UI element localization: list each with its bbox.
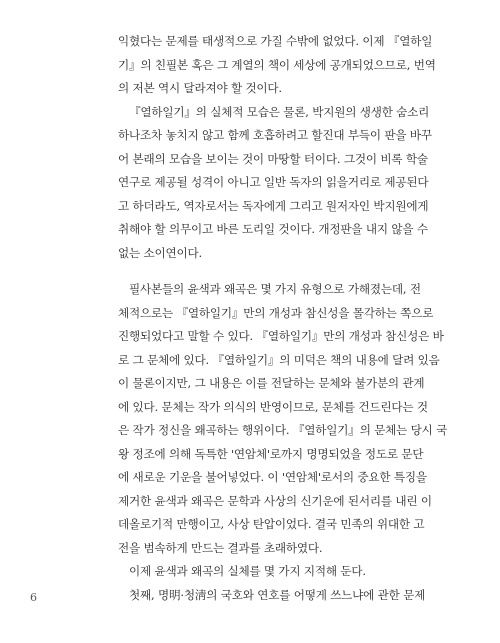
text-line: 에 있다. 문체는 작가 의식의 반영이므로, 문체를 건드린다는 것 <box>118 399 428 414</box>
text-line: 에 새로운 기운을 불어넣었다. 이 '연암체'로서의 중요한 특징을 <box>118 470 427 484</box>
text-line: 체적으로는 『열하일기』만의 개성과 참신성을 몰각하는 쪽으로 <box>118 305 434 320</box>
text-line: 이제 윤색과 왜곡의 실체를 몇 가지 지적해 둔다. <box>129 564 366 578</box>
text-line: 데올로기적 만행이고, 사상 탄압이었다. 결국 민족의 위대한 고 <box>118 517 425 531</box>
text-line: 고 하더라도, 역자로서는 독자에게 그리고 원저자인 박지원에게 <box>118 198 429 213</box>
text-line: 의 저본 역시 달라져야 할 것이다. <box>118 81 282 95</box>
text-line: 제거한 윤색과 왜곡은 문학과 사상의 신기운에 된서리를 내린 이 <box>118 493 432 508</box>
text-line: 연구로 제공될 성격이 아니고 일반 독자의 읽을거리로 제공된다 <box>118 175 429 189</box>
text-line: 취해야 할 의무이고 바른 도리일 것이다. 개정판을 내지 않을 수 <box>118 222 428 236</box>
text-line: 이 물론이지만, 그 내용은 이를 전달하는 문체와 불가분의 관계 <box>118 376 425 390</box>
text-line: 없는 소이연이다. <box>118 245 202 260</box>
text-line: 전을 범속하게 만드는 결과를 초래하였다. <box>118 540 323 555</box>
text-line: 익혔다는 문제를 태생적으로 가질 수밖에 없었다. 이제 『열하일 <box>118 34 433 48</box>
text-line: 로 그 문체에 있다. 『열하일기』의 미덕은 책의 내용에 달려 있음 <box>118 352 440 367</box>
page-number: 6 <box>30 591 37 604</box>
text-line: 왕 정조에 의해 독특한 '연암체'로까지 명명되었을 정도로 문단 <box>118 446 424 461</box>
text-block-1 <box>118 30 436 265</box>
text-line: 기』의 친필본 혹은 그 계열의 책이 세상에 공개되었으므로, 번역 <box>118 57 436 72</box>
text-line: 첫째, 명明·청淸의 국호와 연호를 어떻게 쓰느냐에 관한 문제 <box>129 587 426 602</box>
text-line: 필사본들의 윤색과 왜곡은 몇 가지 유형으로 가해졌는데, 전 <box>129 282 421 296</box>
text-line: 진행되었다고 말할 수 있다. 『열하일기』만의 개성과 참신성은 바 <box>118 329 444 343</box>
text-block-2 <box>118 278 448 607</box>
text-line: 『열하일기』의 실체적 모습은 물론, 박지원의 생생한 숨소리 <box>129 104 430 119</box>
text-line: 은 작가 정신을 왜곡하는 행위이다. 『열하일기』의 문체는 당시 국 <box>118 423 448 437</box>
text-line: 하나조차 놓치지 않고 함께 호흡하려고 할진대 부득이 판을 바꾸 <box>118 128 432 142</box>
text-line: 어 본래의 모습을 보이는 것이 마땅할 터이다. 그것이 비록 학술 <box>118 151 428 166</box>
